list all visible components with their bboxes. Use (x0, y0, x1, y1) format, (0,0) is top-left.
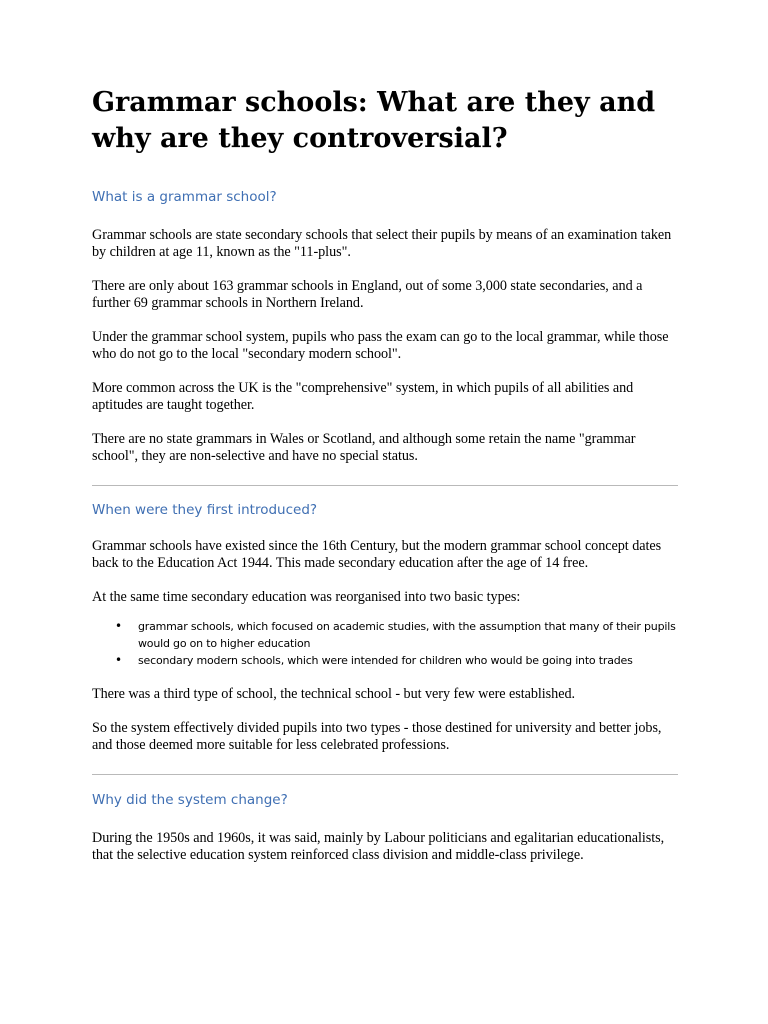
paragraph: More common across the UK is the "comprehensive" system, in which pupils of all abilities and aptitudes are taught together. (92, 380, 634, 413)
section-heading: Why did the system change? (92, 792, 288, 808)
page-title: Grammar schools: What are they and why are they controversial? (92, 87, 656, 154)
paragraph: Under the grammar school system, pupils who pass the exam can go to the local grammar, while those who do not go to the local "secondary modern school". (92, 329, 669, 362)
bullet-list (92, 618, 678, 669)
list-item (115, 652, 678, 669)
paragraph: During the 1950s and 1960s, it was said, mainly by Labour politicians and egalitarian educationalists, that the selective education system reinforced class division and middle-class privilege. (92, 830, 665, 863)
paragraph: Grammar schools are state secondary schools that select their pupils by means of an examination taken by children at age 11, known as the "11-plus". (92, 227, 672, 260)
section-divider (92, 774, 678, 775)
section-heading: When were they first introduced? (92, 502, 318, 518)
list-item (115, 618, 678, 652)
section-divider (92, 485, 678, 486)
list-item-text: secondary modern schools, which were intended for children who would be going into trades (138, 654, 633, 667)
paragraph: There are no state grammars in Wales or Scotland, and although some retain the name "grammar school", they are non-selective and have no special status. (92, 431, 636, 464)
paragraph: So the system effectively divided pupils into two types - those destined for university and better jobs, and those deemed more suitable for less celebrated professions. (92, 720, 662, 753)
bullet-icon: • (115, 653, 122, 667)
section-heading: What is a grammar school? (92, 189, 277, 205)
paragraph: Grammar schools have existed since the 16th Century, but the modern grammar school concept dates back to the Education Act 1944. This made secondary education after the age of 14 free. (92, 538, 662, 571)
paragraph: There was a third type of school, the technical school - but very few were established. (92, 686, 575, 702)
list-item-text: grammar schools, which focused on academic studies, with the assumption that many of their pupils would go on to higher education (138, 620, 676, 650)
bullet-icon: • (115, 619, 122, 633)
paragraph: At the same time secondary education was reorganised into two basic types: (92, 589, 521, 605)
paragraph: There are only about 163 grammar schools in England, out of some 3,000 state secondaries, and a further 69 grammar schools in Northern Ireland. (92, 278, 643, 311)
